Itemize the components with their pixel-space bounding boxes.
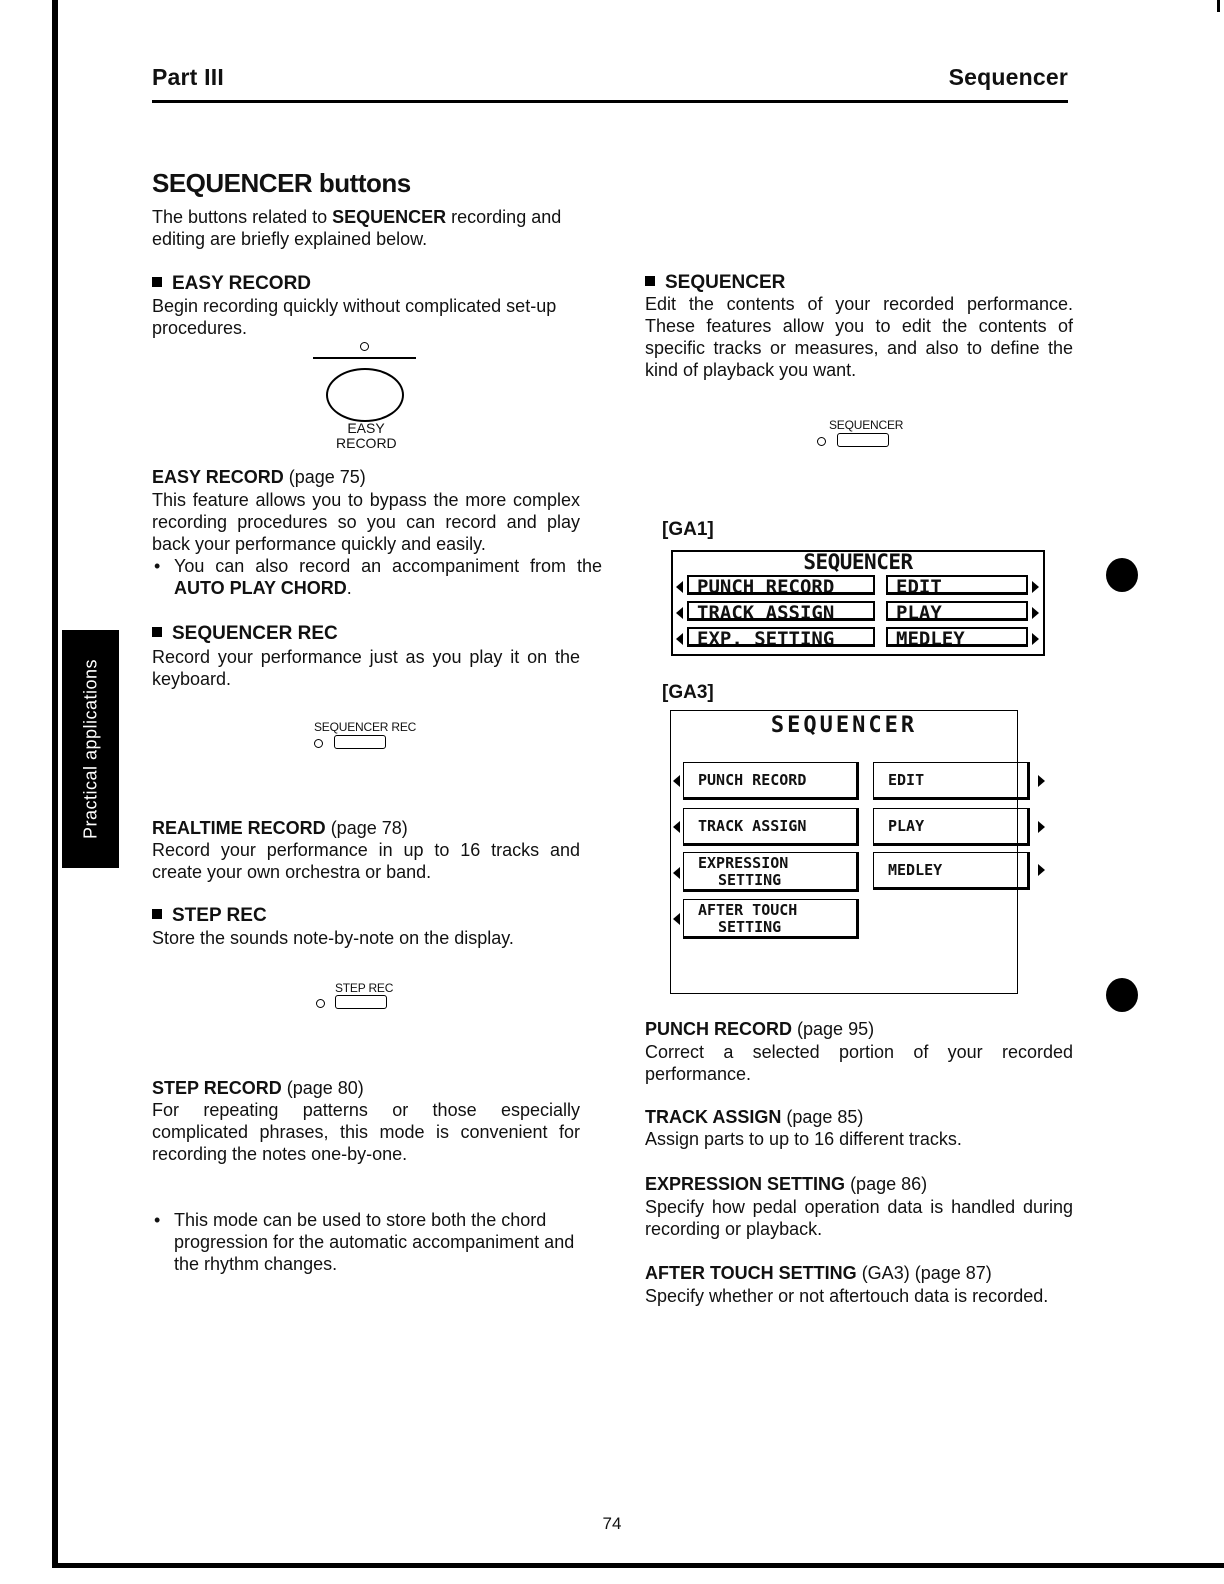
ga1-left-arrow-icon bbox=[676, 633, 683, 645]
realtime-record-title: REALTIME RECORD (page 78) bbox=[152, 818, 408, 838]
ga1-edit[interactable]: EDIT bbox=[886, 575, 1028, 595]
side-tab-label: Practical applications bbox=[80, 658, 100, 840]
ga3-expression-setting[interactable] bbox=[683, 852, 859, 892]
ga3-label: [GA3] bbox=[662, 682, 714, 703]
ga3-after-touch-line1: AFTER TOUCH bbox=[698, 901, 798, 919]
feature-expression-setting-desc: Specify how pedal operation data is handled during recording or playback. bbox=[645, 1197, 1073, 1239]
ga3-play[interactable]: PLAY bbox=[873, 808, 1030, 846]
ga1-left-arrow-icon bbox=[676, 581, 683, 593]
ga3-after-touch-line2: SETTING bbox=[718, 918, 782, 936]
feature-expression-setting-title: EXPRESSION SETTING (page 86) bbox=[645, 1174, 928, 1194]
bullet-square-icon bbox=[152, 627, 162, 637]
sequencer-desc: Edit the contents of your recorded performance. These features allow you to edit the contents of specific tracks or measures, and also to define the kind of playback you want. bbox=[645, 294, 1073, 380]
step-rec-button[interactable] bbox=[335, 995, 387, 1009]
sequencer-rec-panel-label: SEQUENCER REC bbox=[314, 720, 417, 734]
header-rule bbox=[152, 100, 1068, 103]
easy-record-panel-label: EASY RECORD bbox=[336, 420, 397, 451]
ga3-track-assign[interactable]: TRACK ASSIGN bbox=[683, 808, 859, 846]
easy-record-heading: EASY RECORD bbox=[152, 273, 580, 295]
step-record-title: STEP RECORD (page 80) bbox=[152, 1078, 364, 1098]
ga3-right-arrow-icon bbox=[1038, 821, 1045, 833]
ga3-left-arrow-icon bbox=[673, 821, 680, 833]
realtime-record-desc: Record your performance in up to 16 tracks and create your own orchestra or band. bbox=[152, 840, 580, 882]
sequencer-panel-label: SEQUENCER bbox=[829, 418, 904, 432]
ga3-edit[interactable]: EDIT bbox=[873, 762, 1030, 800]
sequencer-rec-desc: Record your performance just as you play it on the keyboard. bbox=[152, 647, 580, 689]
ga3-right-arrow-icon bbox=[1038, 864, 1045, 876]
ga3-title: SEQUENCER bbox=[770, 713, 918, 738]
ga3-expression-line2: SETTING bbox=[718, 871, 782, 889]
sequencer-heading: SEQUENCER bbox=[645, 272, 1073, 294]
ga1-punch-record[interactable]: PUNCH RECORD bbox=[687, 575, 875, 595]
ga3-punch-record[interactable]: PUNCH RECORD bbox=[683, 762, 859, 800]
step-rec-desc: Store the sounds note-by-note on the display. bbox=[152, 928, 514, 948]
bullet-square-icon bbox=[152, 909, 162, 919]
feature-after-touch-desc: Specify whether or not aftertouch data is recorded. bbox=[645, 1286, 1049, 1306]
easy-record-led-icon bbox=[360, 342, 369, 351]
ga1-right-arrow-icon bbox=[1032, 633, 1039, 645]
ga3-display bbox=[670, 710, 1018, 994]
sequencer-button[interactable] bbox=[837, 433, 889, 447]
ga3-expression-line1: EXPRESSION bbox=[698, 854, 789, 872]
page-number: 74 bbox=[602, 1514, 622, 1533]
ga1-left-arrow-icon bbox=[676, 607, 683, 619]
easy-record-feature-desc: This feature allows you to bypass the more complex recording procedures so you can record and play back your performance quickly and easily. bbox=[152, 490, 580, 554]
header-chapter: Sequencer bbox=[948, 64, 1068, 90]
page-border-bottom bbox=[52, 1563, 1224, 1568]
bullet-square-icon bbox=[152, 277, 162, 287]
ga1-track-assign[interactable]: TRACK ASSIGN bbox=[687, 601, 875, 621]
step-rec-led-icon bbox=[316, 999, 325, 1008]
sequencer-led-icon bbox=[817, 437, 826, 446]
sequencer-rec-heading: SEQUENCER REC bbox=[152, 623, 580, 645]
ga3-left-arrow-icon bbox=[673, 867, 680, 879]
step-rec-heading: STEP REC bbox=[152, 905, 580, 927]
easy-record-feature-title: EASY RECORD (page 75) bbox=[152, 467, 366, 487]
binder-hole bbox=[1106, 978, 1138, 1012]
sequencer-rec-button[interactable] bbox=[334, 735, 386, 749]
section-title: SEQUENCER buttons bbox=[152, 168, 411, 198]
header-part: Part III bbox=[152, 64, 224, 90]
feature-after-touch-title: AFTER TOUCH SETTING (GA3) (page 87) bbox=[645, 1263, 992, 1283]
ga3-medley[interactable]: MEDLEY bbox=[873, 852, 1030, 890]
binder-hole bbox=[1106, 558, 1138, 592]
ga3-left-arrow-icon bbox=[673, 775, 680, 787]
ga1-right-arrow-icon bbox=[1032, 607, 1039, 619]
ga3-after-touch-setting[interactable] bbox=[683, 899, 859, 939]
easy-record-note: • You can also record an accompaniment from the AUTO PLAY CHORD. bbox=[152, 555, 602, 599]
feature-punch-record-desc: Correct a selected portion of your recorded performance. bbox=[645, 1042, 1073, 1084]
ga1-right-arrow-icon bbox=[1032, 581, 1039, 593]
step-record-note: • This mode can be used to store both the chord progression for the automatic accompaniment and the rhythm changes. bbox=[152, 1209, 602, 1275]
ga1-medley[interactable]: MEDLEY bbox=[886, 627, 1028, 647]
easy-record-desc: Begin recording quickly without complicated set-up procedures. bbox=[152, 296, 557, 338]
feature-track-assign-title: TRACK ASSIGN (page 85) bbox=[645, 1107, 864, 1127]
sequencer-rec-led-icon bbox=[314, 739, 323, 748]
ga1-title: SEQUENCER bbox=[803, 550, 913, 574]
ga1-display bbox=[671, 550, 1045, 656]
intro-text: The buttons related to SEQUENCER recording and editing are briefly explained below. bbox=[152, 207, 562, 249]
feature-punch-record-title: PUNCH RECORD (page 95) bbox=[645, 1019, 875, 1039]
feature-track-assign-desc: Assign parts to up to 16 different tracks. bbox=[645, 1129, 962, 1149]
step-record-desc: For repeating patterns or those especially complicated phrases, this mode is convenient for recording the notes one-by-one. bbox=[152, 1100, 580, 1164]
easy-record-button[interactable] bbox=[326, 368, 404, 422]
ga1-exp-setting[interactable]: EXP. SETTING bbox=[687, 627, 875, 647]
ga1-label: [GA1] bbox=[662, 519, 714, 540]
page-border-right bbox=[1217, 0, 1220, 12]
step-rec-panel-label: STEP REC bbox=[335, 981, 394, 995]
page-border-left bbox=[52, 0, 58, 1568]
ga3-right-arrow-icon bbox=[1038, 775, 1045, 787]
ga3-left-arrow-icon bbox=[673, 913, 680, 925]
ga1-play[interactable]: PLAY bbox=[886, 601, 1028, 621]
bullet-square-icon bbox=[645, 276, 655, 286]
panel-line bbox=[313, 357, 416, 359]
